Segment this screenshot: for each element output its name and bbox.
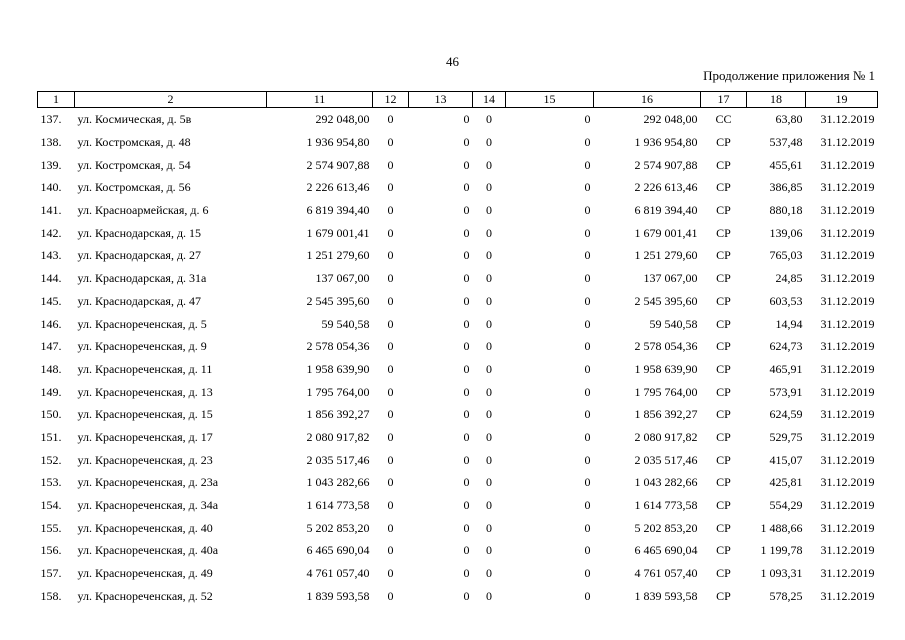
value-cell: 0 [463, 361, 470, 376]
table-row [38, 267, 878, 290]
value-cell: 0 [584, 180, 591, 195]
type-cell: СР [716, 135, 731, 150]
value-cell: 0 [486, 475, 492, 490]
area-cell: 1 199,78 [760, 543, 803, 558]
address-cell: ул. Краснореченская, д. 11 [77, 361, 213, 376]
value-cell: 0 [387, 271, 394, 286]
value-cell: 0 [387, 520, 394, 535]
type-cell: СР [716, 316, 731, 331]
value-cell: 0 [584, 203, 591, 218]
area-cell: 455,61 [769, 157, 803, 172]
value-cell: 0 [486, 180, 492, 195]
row-number: 149. [40, 384, 62, 399]
date-cell: 31.12.2019 [820, 180, 875, 195]
value-cell: 0 [463, 135, 470, 150]
date-cell: 31.12.2019 [820, 384, 875, 399]
area-cell: 765,03 [769, 248, 803, 263]
address-cell: ул. Космическая, д. 5в [77, 112, 192, 127]
value-cell: 0 [486, 429, 492, 444]
cost-cell: 2 545 395,60 [306, 293, 370, 308]
date-cell: 31.12.2019 [820, 112, 875, 127]
value-cell: 0 [463, 566, 470, 581]
date-cell: 31.12.2019 [820, 339, 875, 354]
date-cell: 31.12.2019 [820, 566, 875, 581]
value-cell: 0 [463, 543, 470, 558]
column-header: 2 [75, 92, 267, 108]
value-cell: 0 [387, 180, 394, 195]
value-cell: 0 [486, 452, 492, 467]
table-row [38, 358, 878, 381]
table-row [38, 584, 878, 607]
address-cell: ул. Краснодарская, д. 31а [77, 271, 207, 286]
value-cell: 0 [486, 407, 492, 422]
cost-cell: 1 856 392,27 [306, 407, 370, 422]
table-row [38, 176, 878, 199]
table-row [38, 108, 878, 131]
cost-cell: 6 819 394,40 [306, 203, 370, 218]
value-cell: 0 [584, 543, 591, 558]
row-number: 155. [40, 520, 62, 535]
column-header: 16 [594, 92, 701, 108]
total-cell: 292 048,00 [643, 112, 698, 127]
value-cell: 0 [486, 135, 492, 150]
value-cell: 0 [463, 225, 470, 240]
address-cell: ул. Краснореченская, д. 15 [77, 407, 213, 422]
type-cell: СР [716, 429, 731, 444]
value-cell: 0 [387, 339, 394, 354]
value-cell: 0 [463, 293, 470, 308]
value-cell: 0 [486, 520, 492, 535]
row-number: 151. [40, 429, 62, 444]
value-cell: 0 [387, 543, 394, 558]
type-cell: СР [716, 384, 731, 399]
column-header: 11 [267, 92, 373, 108]
row-number: 148. [40, 361, 62, 376]
area-cell: 537,48 [769, 135, 803, 150]
value-cell: 0 [463, 248, 470, 263]
row-number: 158. [40, 588, 62, 603]
area-cell: 554,29 [769, 498, 803, 513]
total-cell: 1 839 593,58 [634, 588, 698, 603]
area-cell: 624,73 [769, 339, 803, 354]
date-cell: 31.12.2019 [820, 475, 875, 490]
row-number: 147. [40, 339, 62, 354]
address-cell: ул. Костромская, д. 54 [77, 157, 191, 172]
date-cell: 31.12.2019 [820, 588, 875, 603]
table-row [38, 131, 878, 154]
row-number: 143. [40, 248, 62, 263]
address-cell: ул. Краснореченская, д. 17 [77, 429, 213, 444]
date-cell: 31.12.2019 [820, 407, 875, 422]
row-number: 141. [40, 203, 62, 218]
page-number: 46 [446, 54, 459, 69]
area-cell: 1 488,66 [760, 520, 803, 535]
total-cell: 5 202 853,20 [634, 520, 698, 535]
area-cell: 415,07 [769, 452, 803, 467]
address-cell: ул. Красноармейская, д. 6 [77, 203, 209, 218]
row-number: 144. [40, 271, 62, 286]
value-cell: 0 [584, 135, 591, 150]
value-cell: 0 [584, 248, 591, 263]
date-cell: 31.12.2019 [820, 520, 875, 535]
area-cell: 24,85 [775, 271, 803, 286]
area-cell: 624,59 [769, 407, 803, 422]
value-cell: 0 [584, 588, 591, 603]
date-cell: 31.12.2019 [820, 157, 875, 172]
appendix-caption: Продолжение приложения № 1 [703, 68, 875, 83]
address-cell: ул. Костромская, д. 56 [77, 180, 191, 195]
value-cell: 0 [486, 498, 492, 513]
value-cell: 0 [486, 543, 492, 558]
value-cell: 0 [486, 588, 492, 603]
value-cell: 0 [387, 157, 394, 172]
header-row [38, 92, 878, 108]
row-number: 156. [40, 543, 62, 558]
column-header: 12 [373, 92, 409, 108]
area-cell: 139,06 [769, 225, 803, 240]
value-cell: 0 [463, 180, 470, 195]
row-number: 153. [40, 475, 62, 490]
value-cell: 0 [584, 566, 591, 581]
table-row [38, 494, 878, 517]
row-number: 139. [40, 157, 62, 172]
total-cell: 2 226 613,46 [634, 180, 698, 195]
type-cell: СР [716, 293, 731, 308]
table-row [38, 312, 878, 335]
type-cell: СР [716, 339, 731, 354]
area-cell: 386,85 [769, 180, 803, 195]
table-row [38, 153, 878, 176]
address-cell: ул. Краснодарская, д. 27 [77, 248, 202, 263]
cost-cell: 2 578 054,36 [306, 339, 370, 354]
type-cell: СР [716, 180, 731, 195]
value-cell: 0 [387, 316, 394, 331]
table-row [38, 290, 878, 313]
value-cell: 0 [463, 475, 470, 490]
row-number: 142. [40, 225, 62, 240]
address-cell: ул. Краснореченская, д. 9 [77, 339, 207, 354]
total-cell: 1 958 639,90 [634, 361, 698, 376]
type-cell: СР [716, 157, 731, 172]
value-cell: 0 [387, 361, 394, 376]
value-cell: 0 [486, 203, 492, 218]
date-cell: 31.12.2019 [820, 361, 875, 376]
total-cell: 1 043 282,66 [634, 475, 698, 490]
type-cell: СР [716, 361, 731, 376]
value-cell: 0 [486, 566, 492, 581]
column-header: 1 [38, 92, 75, 108]
type-cell: СР [716, 452, 731, 467]
address-cell: ул. Краснодарская, д. 15 [77, 225, 202, 240]
row-number: 146. [40, 316, 62, 331]
value-cell: 0 [387, 135, 394, 150]
address-cell: ул. Костромская, д. 48 [77, 135, 191, 150]
register-table [37, 91, 878, 607]
table-row [38, 380, 878, 403]
value-cell: 0 [463, 429, 470, 444]
type-cell: СР [716, 498, 731, 513]
value-cell: 0 [463, 384, 470, 399]
value-cell: 0 [463, 339, 470, 354]
type-cell: СР [716, 475, 731, 490]
total-cell: 59 540,58 [649, 316, 698, 331]
cost-cell: 4 761 057,40 [306, 566, 370, 581]
value-cell: 0 [387, 248, 394, 263]
area-cell: 14,94 [775, 316, 803, 331]
type-cell: СР [716, 520, 731, 535]
value-cell: 0 [486, 339, 492, 354]
table-row [38, 403, 878, 426]
address-cell: ул. Краснореченская, д. 23а [77, 475, 219, 490]
value-cell: 0 [486, 157, 492, 172]
value-cell: 0 [584, 157, 591, 172]
table-row [38, 516, 878, 539]
total-cell: 4 761 057,40 [634, 566, 698, 581]
row-number: 137. [40, 112, 62, 127]
cost-cell: 1 795 764,00 [306, 384, 370, 399]
address-cell: ул. Краснореченская, д. 40 [77, 520, 213, 535]
value-cell: 0 [486, 293, 492, 308]
value-cell: 0 [463, 203, 470, 218]
cost-cell: 137 067,00 [315, 271, 370, 286]
cost-cell: 2 574 907,88 [306, 157, 370, 172]
address-cell: ул. Краснореченская, д. 40а [77, 543, 219, 558]
cost-cell: 1 251 279,60 [306, 248, 370, 263]
value-cell: 0 [387, 588, 394, 603]
value-cell: 0 [463, 157, 470, 172]
value-cell: 0 [584, 520, 591, 535]
column-header: 15 [506, 92, 594, 108]
total-cell: 2 578 054,36 [634, 339, 698, 354]
cost-cell: 1 614 773,58 [306, 498, 370, 513]
type-cell: СР [716, 407, 731, 422]
value-cell: 0 [486, 248, 492, 263]
value-cell: 0 [387, 498, 394, 513]
date-cell: 31.12.2019 [820, 203, 875, 218]
type-cell: СР [716, 543, 731, 558]
total-cell: 2 035 517,46 [634, 452, 698, 467]
table-row [38, 448, 878, 471]
value-cell: 0 [387, 566, 394, 581]
value-cell: 0 [387, 429, 394, 444]
cost-cell: 1 043 282,66 [306, 475, 370, 490]
total-cell: 1 251 279,60 [634, 248, 698, 263]
total-cell: 6 819 394,40 [634, 203, 698, 218]
column-header: 17 [701, 92, 747, 108]
area-cell: 573,91 [769, 384, 803, 399]
value-cell: 0 [387, 203, 394, 218]
value-cell: 0 [584, 407, 591, 422]
table-row [38, 426, 878, 449]
area-cell: 1 093,31 [760, 566, 803, 581]
area-cell: 465,91 [769, 361, 803, 376]
value-cell: 0 [584, 475, 591, 490]
table-row [38, 539, 878, 562]
value-cell: 0 [387, 384, 394, 399]
type-cell: СС [715, 112, 732, 127]
type-cell: СР [716, 248, 731, 263]
row-number: 154. [40, 498, 62, 513]
total-cell: 2 574 907,88 [634, 157, 698, 172]
value-cell: 0 [486, 271, 492, 286]
date-cell: 31.12.2019 [820, 225, 875, 240]
type-cell: СР [716, 588, 731, 603]
value-cell: 0 [486, 316, 492, 331]
total-cell: 1 795 764,00 [634, 384, 698, 399]
value-cell: 0 [463, 520, 470, 535]
date-cell: 31.12.2019 [820, 293, 875, 308]
date-cell: 31.12.2019 [820, 452, 875, 467]
type-cell: СР [716, 271, 731, 286]
column-header: 13 [409, 92, 473, 108]
address-cell: ул. Краснореченская, д. 52 [77, 588, 213, 603]
value-cell: 0 [486, 225, 492, 240]
type-cell: СР [716, 203, 731, 218]
address-cell: ул. Краснореченская, д. 49 [77, 566, 213, 581]
value-cell: 0 [584, 112, 591, 127]
value-cell: 0 [463, 452, 470, 467]
column-header: 19 [806, 92, 878, 108]
cost-cell: 1 958 639,90 [306, 361, 370, 376]
row-number: 138. [40, 135, 62, 150]
cost-cell: 292 048,00 [315, 112, 370, 127]
type-cell: СР [716, 566, 731, 581]
area-cell: 578,25 [769, 588, 803, 603]
cost-cell: 59 540,58 [321, 316, 370, 331]
total-cell: 2 080 917,82 [634, 429, 698, 444]
value-cell: 0 [584, 429, 591, 444]
area-cell: 603,53 [769, 293, 803, 308]
date-cell: 31.12.2019 [820, 429, 875, 444]
value-cell: 0 [584, 225, 591, 240]
address-cell: ул. Краснореченская, д. 13 [77, 384, 213, 399]
value-cell: 0 [584, 339, 591, 354]
value-cell: 0 [387, 225, 394, 240]
value-cell: 0 [463, 112, 470, 127]
row-number: 157. [40, 566, 62, 581]
value-cell: 0 [584, 293, 591, 308]
cost-cell: 1 679 001,41 [306, 225, 370, 240]
address-cell: ул. Краснодарская, д. 47 [77, 293, 202, 308]
value-cell: 0 [584, 361, 591, 376]
area-cell: 529,75 [769, 429, 803, 444]
address-cell: ул. Краснореченская, д. 34а [77, 498, 219, 513]
area-cell: 425,81 [769, 475, 803, 490]
date-cell: 31.12.2019 [820, 316, 875, 331]
value-cell: 0 [463, 316, 470, 331]
cost-cell: 2 080 917,82 [306, 429, 370, 444]
total-cell: 137 067,00 [643, 271, 698, 286]
total-cell: 6 465 690,04 [634, 543, 698, 558]
value-cell: 0 [584, 316, 591, 331]
row-number: 140. [40, 180, 62, 195]
date-cell: 31.12.2019 [820, 248, 875, 263]
column-header: 14 [473, 92, 506, 108]
value-cell: 0 [387, 293, 394, 308]
total-cell: 1 679 001,41 [634, 225, 698, 240]
value-cell: 0 [463, 588, 470, 603]
value-cell: 0 [584, 452, 591, 467]
table-body [38, 108, 878, 608]
value-cell: 0 [387, 475, 394, 490]
value-cell: 0 [486, 112, 492, 127]
value-cell: 0 [387, 407, 394, 422]
total-cell: 1 856 392,27 [634, 407, 698, 422]
row-number: 150. [40, 407, 62, 422]
table-row [38, 471, 878, 494]
value-cell: 0 [463, 498, 470, 513]
total-cell: 1 936 954,80 [634, 135, 698, 150]
value-cell: 0 [387, 452, 394, 467]
table-row [38, 199, 878, 222]
cost-cell: 6 465 690,04 [306, 543, 370, 558]
table-row [38, 335, 878, 358]
table-row [38, 244, 878, 267]
total-cell: 2 545 395,60 [634, 293, 698, 308]
table-row [38, 221, 878, 244]
value-cell: 0 [584, 271, 591, 286]
date-cell: 31.12.2019 [820, 543, 875, 558]
value-cell: 0 [486, 384, 492, 399]
cost-cell: 2 226 613,46 [306, 180, 370, 195]
cost-cell: 2 035 517,46 [306, 452, 370, 467]
row-number: 145. [40, 293, 62, 308]
address-cell: ул. Краснореченская, д. 23 [77, 452, 213, 467]
value-cell: 0 [463, 407, 470, 422]
value-cell: 0 [584, 384, 591, 399]
date-cell: 31.12.2019 [820, 271, 875, 286]
value-cell: 0 [584, 498, 591, 513]
date-cell: 31.12.2019 [820, 135, 875, 150]
date-cell: 31.12.2019 [820, 498, 875, 513]
type-cell: СР [716, 225, 731, 240]
value-cell: 0 [486, 361, 492, 376]
address-cell: ул. Краснореченская, д. 5 [77, 316, 207, 331]
value-cell: 0 [387, 112, 394, 127]
area-cell: 63,80 [775, 112, 803, 127]
cost-cell: 1 936 954,80 [306, 135, 370, 150]
table-row [38, 562, 878, 585]
row-number: 152. [40, 452, 62, 467]
column-header: 18 [747, 92, 806, 108]
total-cell: 1 614 773,58 [634, 498, 698, 513]
area-cell: 880,18 [769, 203, 803, 218]
cost-cell: 5 202 853,20 [306, 520, 370, 535]
cost-cell: 1 839 593,58 [306, 588, 370, 603]
value-cell: 0 [463, 271, 470, 286]
